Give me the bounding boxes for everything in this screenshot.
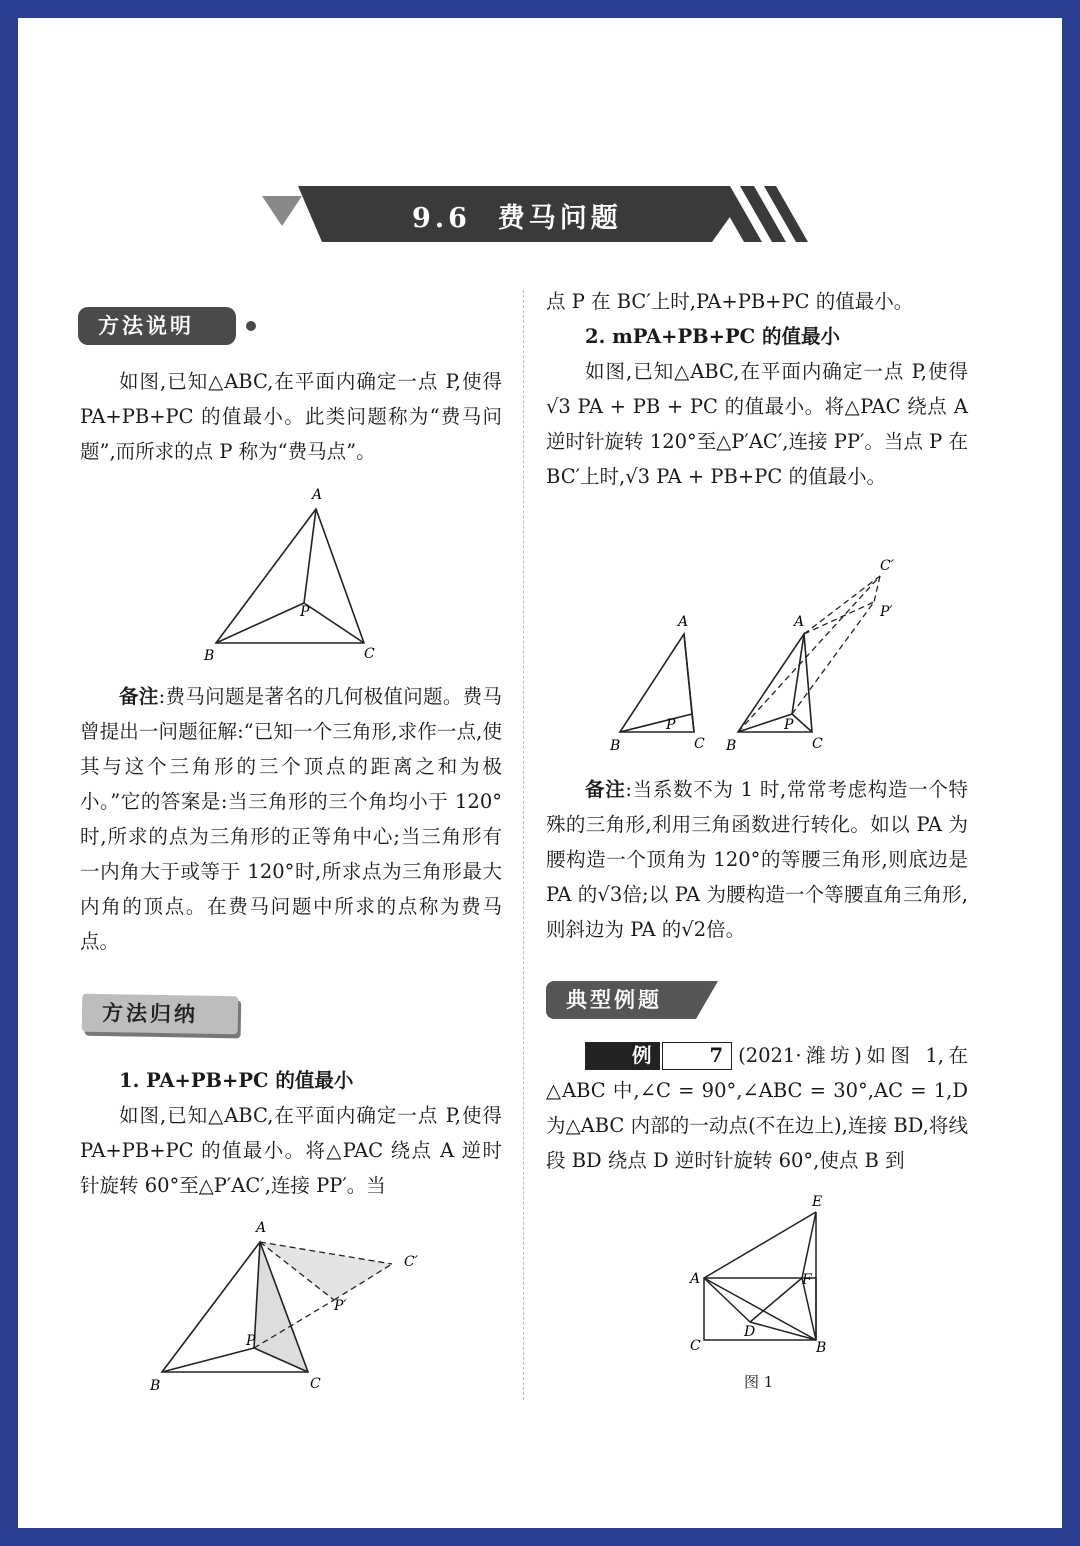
label-C: C xyxy=(690,1338,701,1354)
example-paragraph xyxy=(546,1038,968,1178)
label-P: P xyxy=(246,1333,256,1349)
label-B: B xyxy=(150,1378,161,1394)
figure-1-caption: 图 1 xyxy=(744,1373,774,1391)
figure-triangle-fermat xyxy=(200,485,390,665)
right-top xyxy=(546,284,968,494)
method-1-continuation: 点 P 在 BC′上时,PA+PB+PC 的值最小。 xyxy=(546,290,914,313)
page-frame-bottom xyxy=(0,1528,1080,1546)
column-divider xyxy=(523,290,524,1400)
label-F: F xyxy=(802,1272,812,1288)
method-1-paragraph: 如图,已知△ABC,在平面内确定一点 P,使得 PA+PB+PC 的值最小。将△PAC 绕点 A 逆时针旋转 60°至△P′AC′,连接 PP′。当 xyxy=(80,1104,502,1197)
label-A: A xyxy=(256,1220,267,1236)
label-A: A xyxy=(312,487,323,503)
page-frame-left xyxy=(0,0,18,1546)
left-note xyxy=(80,679,502,959)
example-label: 例 xyxy=(585,1042,660,1070)
page-frame-top xyxy=(0,0,1080,18)
figure-rotation-120 xyxy=(604,558,924,758)
section-title xyxy=(412,196,622,235)
label-B: B xyxy=(610,738,621,754)
label-A: A xyxy=(690,1271,701,1287)
label-C: C xyxy=(364,646,375,662)
left-method-1 xyxy=(80,1063,502,1203)
right-note xyxy=(546,772,968,947)
label-E: E xyxy=(812,1194,823,1210)
label-B: B xyxy=(204,648,215,664)
label-C: C xyxy=(310,1376,321,1392)
right-note-text: :当系数不为 1 时,常常考虑构造一个特殊的三角形,利用三角函数进行转化。如以 PA 为腰构造一个顶角为 120°的等腰三角形,则底边是 PA 的√3倍;以 PA 为腰构造一个等腰直角三角形,则斜边为 PA 的√2倍。 xyxy=(546,778,968,941)
label-B: B xyxy=(726,738,737,754)
label-C: C xyxy=(694,736,705,752)
note-paragraph xyxy=(80,679,502,959)
example-text: (2021·潍坊)如图 1,在△ABC 中,∠C = 90°,∠ABC = 30°,AC = 1,D 为△ABC 内部的一动点(不在边上),连接 BD,将线段 BD 绕点 D 逆时针旋转 60°,使点 B 到 xyxy=(546,1044,968,1172)
figure-rotation-60 xyxy=(148,1218,438,1398)
label-P: P xyxy=(300,604,310,620)
example-7 xyxy=(546,1038,968,1178)
tag-method-description: 方法说明 xyxy=(78,307,236,345)
label-A: A xyxy=(678,614,689,630)
right-note-paragraph xyxy=(546,772,968,947)
label-C: C xyxy=(812,736,823,752)
label-D: D xyxy=(744,1324,756,1340)
note-text: :费马问题是著名的几何极值问题。费马曾提出一问题征解:“已知一个三角形,求作一点,使其与这个三角形的三个顶点的距离之和为极小。”它的答案是:当三角形的三个角均小于 120°时,所求的点为三角形的正等角中心;当三角形有一内角大于或等于 120°时,所求点为三角形最大内角的顶点。在费马问题中所求的点称为费马点。 xyxy=(80,685,502,953)
label-P: P xyxy=(784,717,794,733)
right-note-label: 备注 xyxy=(585,778,626,801)
section-heading: 费马问题 xyxy=(497,203,622,234)
tag-method-summary: 方法归纳 xyxy=(82,994,239,1035)
method-2-heading: 2. mPA+PB+PC 的值最小 xyxy=(585,325,840,348)
label-P: P xyxy=(666,717,676,733)
note-label: 备注 xyxy=(119,685,159,708)
intro-paragraph: 如图,已知△ABC,在平面内确定一点 P,使得 PA+PB+PC 的值最小。此类问题称为“费马问题”,而所求的点 P 称为“费马点”。 xyxy=(80,370,502,463)
tag-typical-examples: 典型例题 xyxy=(546,981,696,1019)
label-C-prime: C′ xyxy=(404,1254,418,1270)
section-number: 9.6 xyxy=(412,203,471,234)
label-P-prime: P′ xyxy=(880,604,893,620)
left-intro xyxy=(80,364,502,469)
method-2-paragraph: 如图,已知△ABC,在平面内确定一点 P,使得 √3 PA + PB + PC 的值最小。将△PAC 绕点 A 逆时针旋转 120°至△P′AC′,连接 PP′。当点 P 在 BC′上时,√3 PA + PB+PC 的值最小。 xyxy=(546,360,968,488)
label-P-prime: P′ xyxy=(334,1298,347,1314)
label-B: B xyxy=(816,1340,827,1356)
label-C-prime: C′ xyxy=(880,558,894,574)
example-number: 7 xyxy=(662,1042,733,1070)
page-frame-right xyxy=(1062,0,1080,1546)
figure-1 xyxy=(686,1194,836,1364)
label-A: A xyxy=(794,614,805,630)
method-1-heading: 1. PA+PB+PC 的值最小 xyxy=(119,1069,354,1092)
